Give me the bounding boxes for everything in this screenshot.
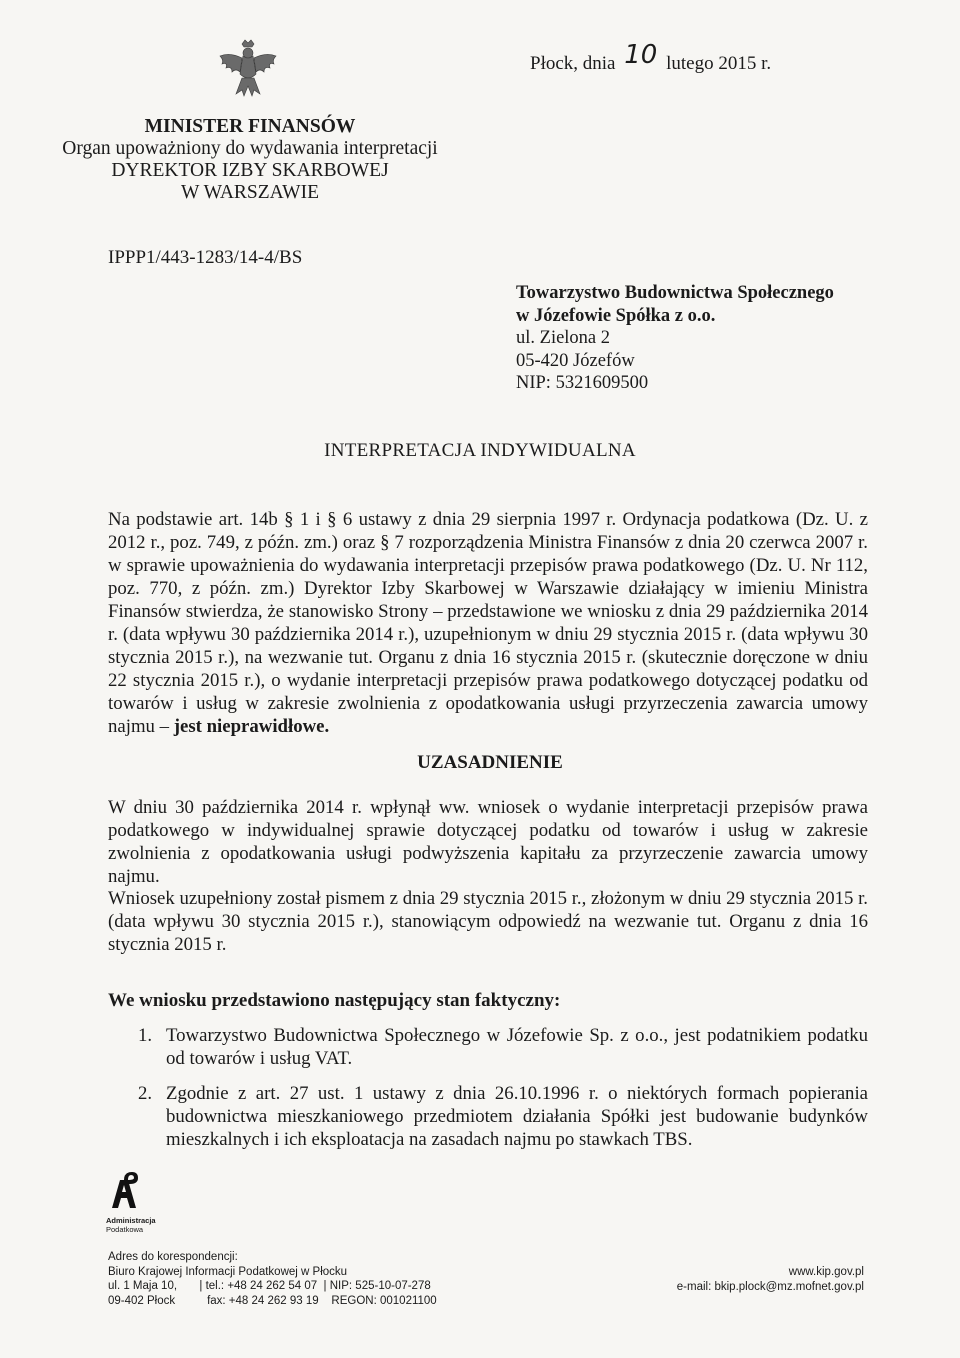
footer-label: Adres do korespondencji:: [108, 1251, 238, 1263]
date-suffix: lutego 2015 r.: [666, 53, 772, 74]
authority-line-2: Organ upoważniony do wydawania interpretacji: [62, 138, 438, 159]
list-item-number: 2.: [138, 1083, 153, 1104]
polish-eagle-emblem: [216, 38, 280, 102]
footer-row-3: 09-402 Płock fax: +48 24 262 93 19 REGON: 001021100: [108, 1294, 437, 1307]
footer-row-2: ul. 1 Maja 10, | tel.: +48 24 262 54 07 | NIP: 525-10-07-278: [108, 1280, 431, 1292]
justification-paragraph-2: Wniosek uzupełniony został pismem z dnia 29 stycznia 2015 r., złożonym w dniu 29 stycznia 2015 r. (data wpływu 30 stycznia 2015 r.), stanowiącym odpowiedź na wezwanie tut. Organu z dnia 16 stycznia 2015 r.: [108, 888, 868, 955]
authority-line-3: DYREKTOR IZBY SKARBOWEJ: [111, 160, 389, 181]
addressee-block: [516, 282, 834, 395]
logo-line-2: Podatkowa: [106, 1224, 144, 1234]
addressee-name-1: Towarzystwo Budownictwa Społecznego: [516, 283, 834, 303]
facts-list: [108, 1024, 868, 1163]
addressee-name-2: w Józefowie Spółka z o.o.: [516, 305, 716, 326]
footer-row-1: Biuro Krajowej Informacji Podatkowej w Płocku: [108, 1265, 348, 1278]
administracja-podatkowa-logo: [106, 1170, 206, 1234]
intro-paragraph: [108, 508, 868, 738]
list-item-number: 1.: [138, 1025, 153, 1046]
intro-text: Na podstawie art. 14b § 1 i § 6 ustawy z dnia 29 sierpnia 1997 r. Ordynacja podatkowa (Dz. U. z 2012 r., poz. 749, z późn. zm.) oraz § 7 rozporządzenia Ministra Finansów z dnia 20 czerwca 2007 r. w sprawie upoważnienia do wydawania interpretacji przepisów prawa podatkowego (Dz. U. Nr 112, poz. 770, z późn. zm.) Dyrektor Izby Skarbowej w Warszawie działający w imieniu Ministra Finansów stwierdza, że stanowisko Strony – przedstawione we wniosku z dnia 29 października 2014 r. (data wpływu 30 października 2014 r.), uzupełnionym w dniu 29 stycznia 2015 r. (data wpływu 30 stycznia 2015 r.), na wezwanie tut. Organu z dnia 16 stycznia 2015 r. (skutecznie doręczone w dniu 22 stycznia 2015 r.), o wydanie interpretacji przepisów prawa podatkowego dotyczącej podatku od towarów i usług w zakresie zwolnienia z opodatkowania usługi przyrzeczenia zawarcia umowy najmu –: [108, 509, 868, 737]
footer-contact: [677, 1265, 864, 1294]
footer-website[interactable]: www.kip.gov.pl: [788, 1266, 864, 1278]
list-item: [108, 1082, 868, 1151]
facts-heading: We wniosku przedstawiono następujący stan faktyczny:: [108, 990, 561, 1011]
handwritten-day: 10: [624, 40, 658, 70]
footer-address: [108, 1250, 437, 1308]
addressee-street: ul. Zielona 2: [516, 328, 611, 348]
authority-line-1: MINISTER FINANSÓW: [144, 116, 356, 137]
verdict-text: jest nieprawidłowe.: [173, 716, 330, 737]
justification-paragraph-1: W dniu 30 października 2014 r. wpłynął ww. wniosek o wydanie interpretacji przepisów prawa podatkowego w indywidualnej sprawie dotyczącej podatku od towarów i usług w zakresie zwolnienia z opodatkowania usługi podwyższenia kapitału za przyrzeczenie zawarcia umowy najmu.: [108, 797, 868, 887]
logo-line-1: Administracja: [106, 1216, 156, 1225]
addressee-nip: NIP: 5321609500: [516, 373, 649, 393]
administracja-podatkowa-logo-icon: [106, 1170, 144, 1210]
addressee-city: 05-420 Józefów: [516, 350, 635, 371]
footer-email[interactable]: e-mail: bkip.plock@mz.mofnet.gov.pl: [676, 1280, 864, 1293]
justification-heading: UZASADNIENIE: [417, 752, 563, 773]
list-item: [108, 1024, 868, 1070]
case-signature: IPPP1/443-1283/14-4/BS: [108, 247, 303, 268]
list-item-text: Towarzystwo Budownictwa Społecznego w Józefowie Sp. z o.o., jest podatnikiem podatku od towarów i usług VAT.: [166, 1025, 868, 1069]
list-item-text: Zgodnie z art. 27 ust. 1 ustawy z dnia 26.10.1996 r. o niektórych formach popierania budownictwa mieszkaniowego przedmiotem działania Spółki jest budowanie budynków mieszkalnych i ich eksploatacja na zasadach najmu po stawkach TBS.: [166, 1083, 868, 1150]
document-title: INTERPRETACJA INDYWIDUALNA: [324, 440, 636, 461]
authority-line-4: W WARSZAWIE: [181, 182, 319, 203]
date-line: [530, 40, 772, 76]
date-prefix: Płock, dnia: [530, 53, 616, 74]
issuing-authority: [40, 116, 460, 204]
